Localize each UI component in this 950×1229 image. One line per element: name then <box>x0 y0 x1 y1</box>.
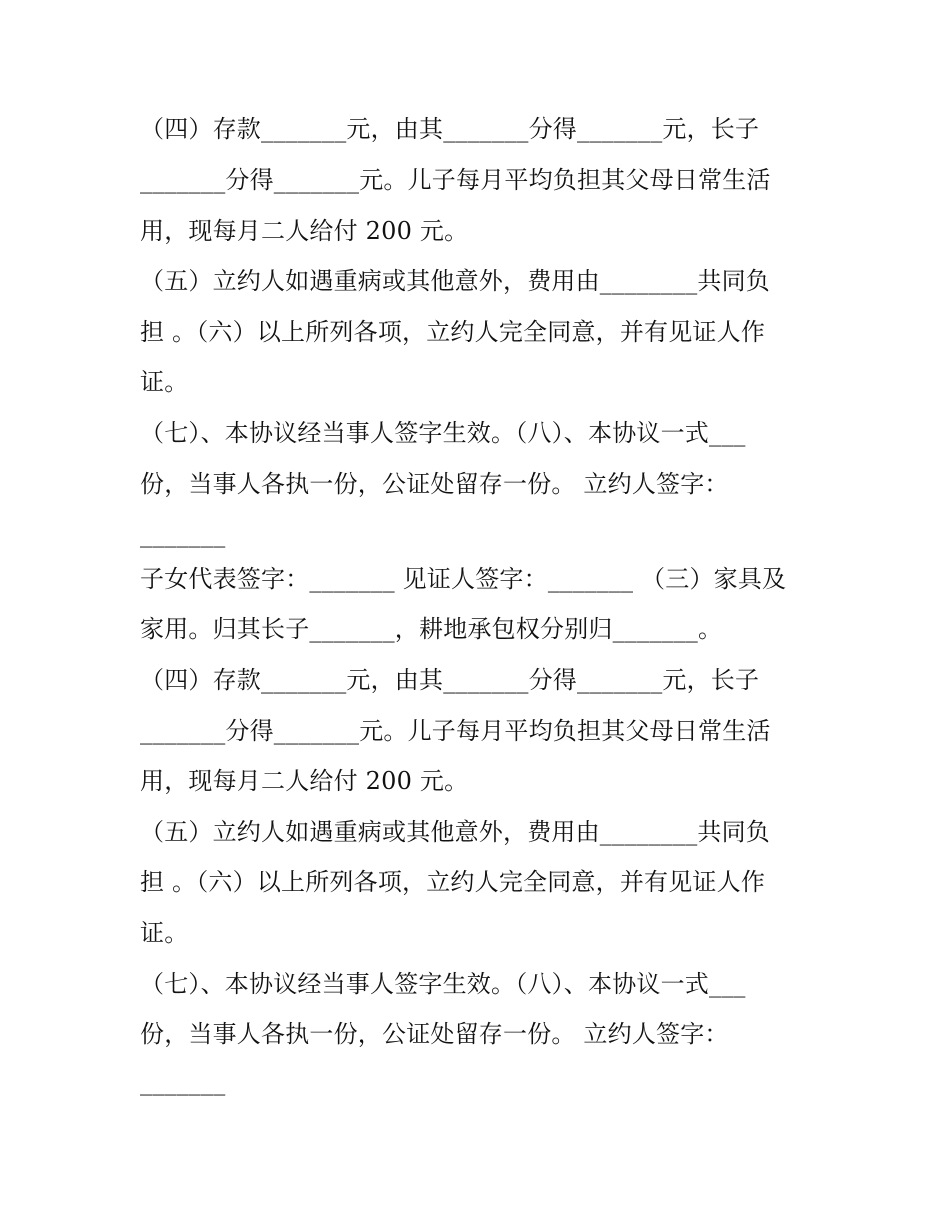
text-line: 证。 <box>140 919 189 947</box>
text-line: _______ <box>140 520 226 548</box>
text-line: 担 。（六）以上所列各项，立约人完全同意，并有见证人作 <box>140 318 766 346</box>
text-line: _______ <box>140 1068 226 1096</box>
text-line: 份，当事人各执一份，公证处留存一份。 立约人签字： <box>140 470 729 498</box>
text-line: 子女代表签字：_______ 见证人签字：_______ （三）家具及 <box>140 565 787 593</box>
text-line: 份，当事人各执一份，公证处留存一份。 立约人签字： <box>140 1020 729 1048</box>
text-line: 用，现每月二人给付 200 元。 <box>140 767 469 795</box>
text-line: _______分得_______元。儿子每月平均负担其父母日常生活 <box>140 717 771 745</box>
text-line: 证。 <box>140 368 189 396</box>
text-line: （四）存款_______元，由其_______分得_______元，长子 <box>140 115 760 143</box>
text-line: 用，现每月二人给付 200 元。 <box>140 217 469 245</box>
text-line: （五）立约人如遇重病或其他意外，费用由________共同负 <box>140 267 770 295</box>
text-line: 担 。（六）以上所列各项，立约人完全同意，并有见证人作 <box>140 868 766 896</box>
text-line: （七）、本协议经当事人签字生效。（八）、本协议一式___ <box>140 970 746 998</box>
text-line: （四）存款_______元，由其_______分得_______元，长子 <box>140 666 760 694</box>
text-line: （五）立约人如遇重病或其他意外，费用由________共同负 <box>140 818 770 846</box>
text-line: _______分得_______元。儿子每月平均负担其父母日常生活 <box>140 166 771 194</box>
text-line: （七）、本协议经当事人签字生效。（八）、本协议一式___ <box>140 419 746 447</box>
text-line: 家用。归其长子_______，耕地承包权分别归_______。 <box>140 615 723 643</box>
